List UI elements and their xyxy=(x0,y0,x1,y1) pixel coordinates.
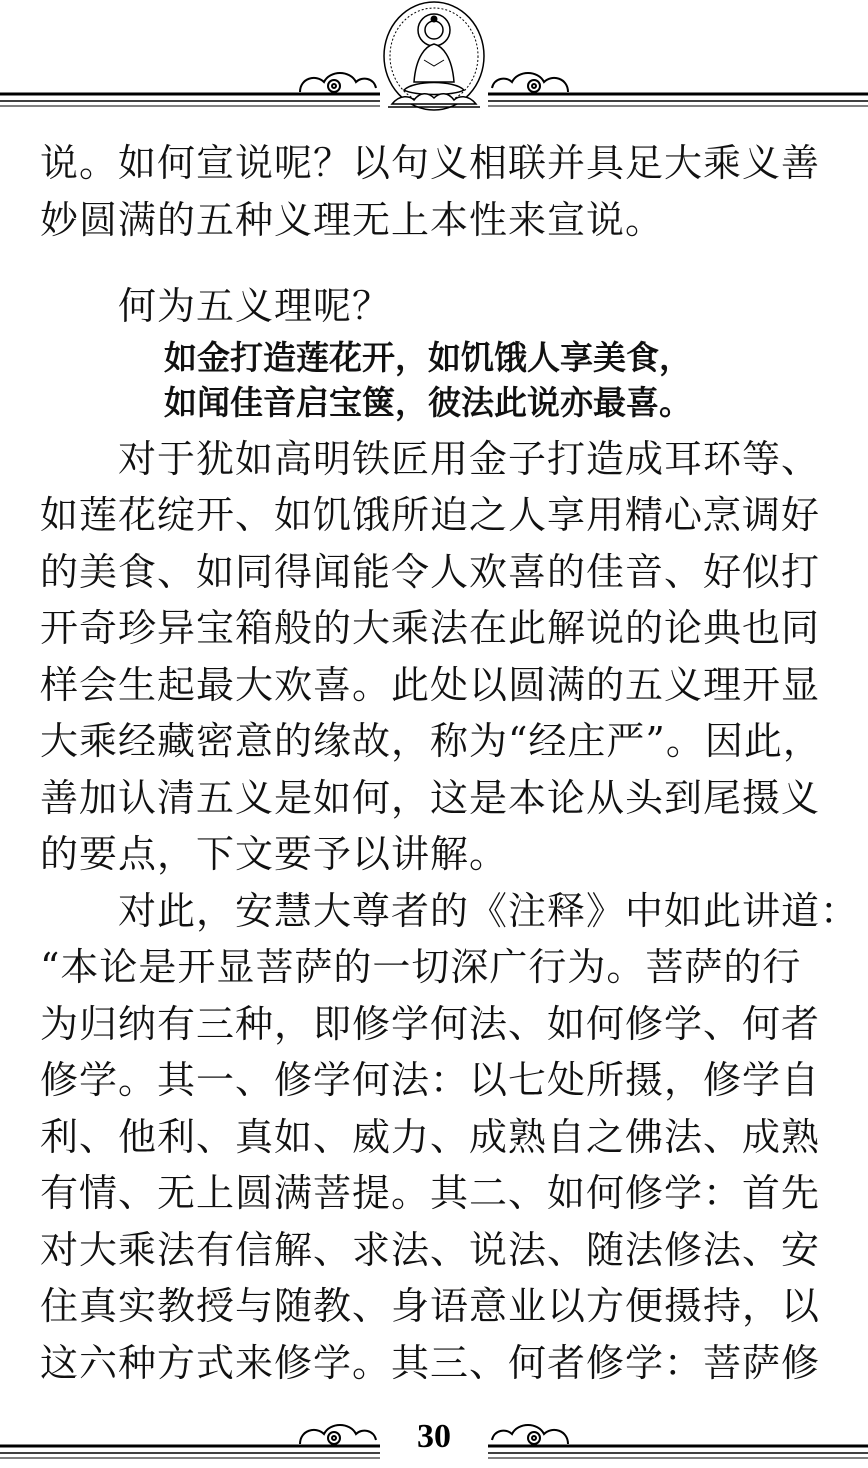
text-line: 妙圆满的五种义理无上本性来宣说。 xyxy=(40,197,665,242)
text-line: 的要点，下文要予以讲解。 xyxy=(40,832,509,876)
footer-left-cloud-icon xyxy=(300,1425,376,1444)
text-line: 修学。其一、修学何法：以七处所摄，修学自 xyxy=(40,1058,821,1102)
body-text xyxy=(40,135,860,1391)
verse-line: 如金打造莲花开，如饥饿人享美食， xyxy=(164,337,692,377)
header-ornament xyxy=(0,0,868,120)
text-line: 对大乘法有信解、求法、说法、随法修法、安 xyxy=(40,1227,821,1272)
page-header xyxy=(0,0,868,120)
text-line: 对于犹如高明铁匠用金子打造成耳环等、 xyxy=(118,436,821,481)
text-line: “本论是开显菩萨的一切深广行为。菩萨的行 xyxy=(40,945,802,989)
verse-line: 如闻佳音启宝箧，彼法此说亦最喜。 xyxy=(164,382,692,422)
text-line: 何为五义理呢？ xyxy=(118,284,392,328)
footer-right-cloud-icon xyxy=(492,1425,568,1444)
text-line: 利、他利、真如、威力、成熟自之佛法、成熟 xyxy=(40,1114,821,1159)
text-line: 大乘经藏密意的缘故，称为“经庄严”。因此， xyxy=(40,719,822,763)
right-cloud-icon xyxy=(492,73,568,92)
text-line: 说。如何宣说呢？以句义相联并具足大乘义善 xyxy=(40,141,821,185)
text-line: 善加认清五义是如何，这是本论从头到尾摄义 xyxy=(40,775,821,820)
page-number: 30 xyxy=(417,1418,451,1455)
text-line: 有情、无上圆满菩提。其二、如何修学：首先 xyxy=(40,1171,821,1215)
text-line: 开奇珍异宝箱般的大乘法在此解说的论典也同 xyxy=(40,606,821,650)
text-line: 样会生起最大欢喜。此处以圆满的五义理开显 xyxy=(40,662,821,707)
text-line: 为归纳有三种，即修学何法、如何修学、何者 xyxy=(40,1001,821,1046)
text-line: 的美食、如同得闻能令人欢喜的佳音、好似打 xyxy=(40,549,821,594)
left-cloud-icon xyxy=(300,73,376,92)
text-line: 住真实教授与随教、身语意业以方便摄持，以 xyxy=(40,1284,821,1328)
text-line: 如莲花绽开、如饥饿所迫之人享用精心烹调好 xyxy=(40,493,821,537)
buddha-emblem-icon xyxy=(384,2,484,110)
text-line: 对此，安慧大尊者的《注释》中如此讲道： xyxy=(118,888,860,933)
text-line: 这六种方式来修学。其三、何者修学：菩萨修 xyxy=(40,1340,821,1385)
